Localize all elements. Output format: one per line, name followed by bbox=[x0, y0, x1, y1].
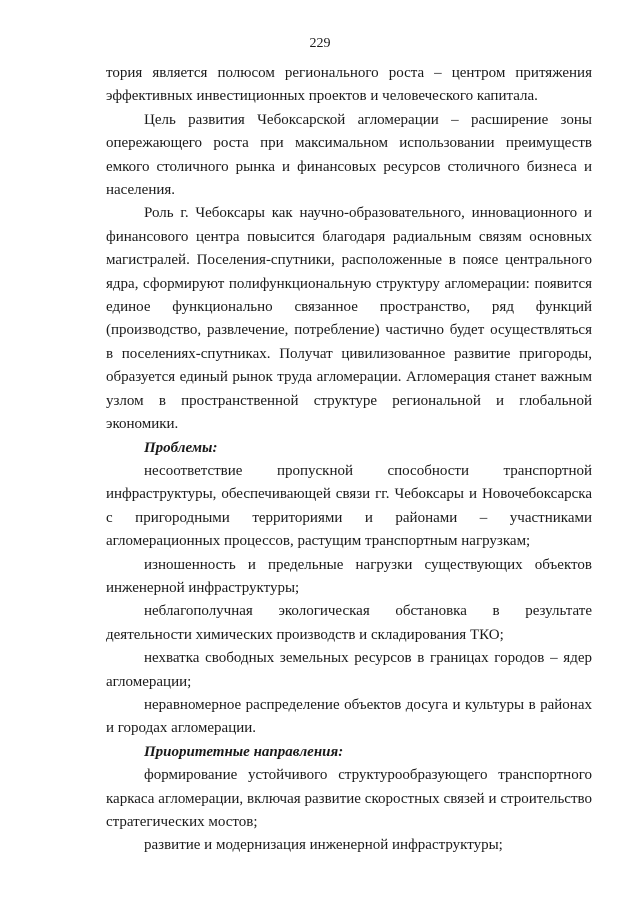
priority-item: формирование устойчивого структурообразующего транспортного каркаса агломерации, включая развитие скоростных связей и строительство стратегических мостов; bbox=[106, 767, 592, 830]
problem-item: несоответствие пропускной способности транспортной инфраструктуры, обеспечивающей связи гг. Чебоксары и Новочебоксарска с пригородными территориями и районами – участниками агломерационных процессов, растущим транспортным нагрузкам; bbox=[106, 462, 592, 550]
problems-heading: Проблемы: bbox=[144, 439, 218, 456]
page-number: 229 bbox=[309, 36, 331, 51]
paragraph-city-role: Роль г. Чебоксары как научно-образовательного, инновационного и финансового центра повысится благодаря радиальным связям основных магистралей. Поселения-спутники, расположенные в поясе центрального ядра, сформируют полифункциональную структуру агломерации: появится единое функционально связанное пространство, ряд функций (производство, развлечение, потребление) частично будет осуществляться в поселениях-спутниках. Получат цивилизованное развитие пригороды, образуется единый рынок труда агломерации. Агломерация станет важным узлом в пространственной структуре региональной и глобальной экономики. bbox=[106, 205, 592, 433]
problem-item: неравномерное распределение объектов досуга и культуры в районах и городах агломерации. bbox=[106, 696, 592, 737]
paragraph-intro-continuation: тория является полюсом регионального роста – центром притяжения эффективных инвестиционных проектов и человеческого капитала. bbox=[106, 65, 592, 105]
priorities-heading: Приоритетные направления: bbox=[144, 743, 344, 760]
page-body bbox=[106, 62, 592, 858]
priority-item: развитие и модернизация инженерной инфраструктуры; bbox=[144, 837, 503, 854]
problem-item: нехватка свободных земельных ресурсов в границах городов – ядер агломерации; bbox=[106, 650, 592, 690]
problem-item: неблагополучная экологическая обстановка в результате деятельности химических производств и складирования ТКО; bbox=[106, 603, 592, 643]
paragraph-development-goal: Цель развития Чебоксарской агломерации – расширение зоны опережающего роста при максимальном использовании преимуществ емкого столичного рынка и финансовых ресурсов столичного бизнеса и населения. bbox=[106, 111, 592, 199]
problem-item: изношенность и предельные нагрузки существующих объектов инженерной инфраструктуры; bbox=[106, 556, 592, 596]
